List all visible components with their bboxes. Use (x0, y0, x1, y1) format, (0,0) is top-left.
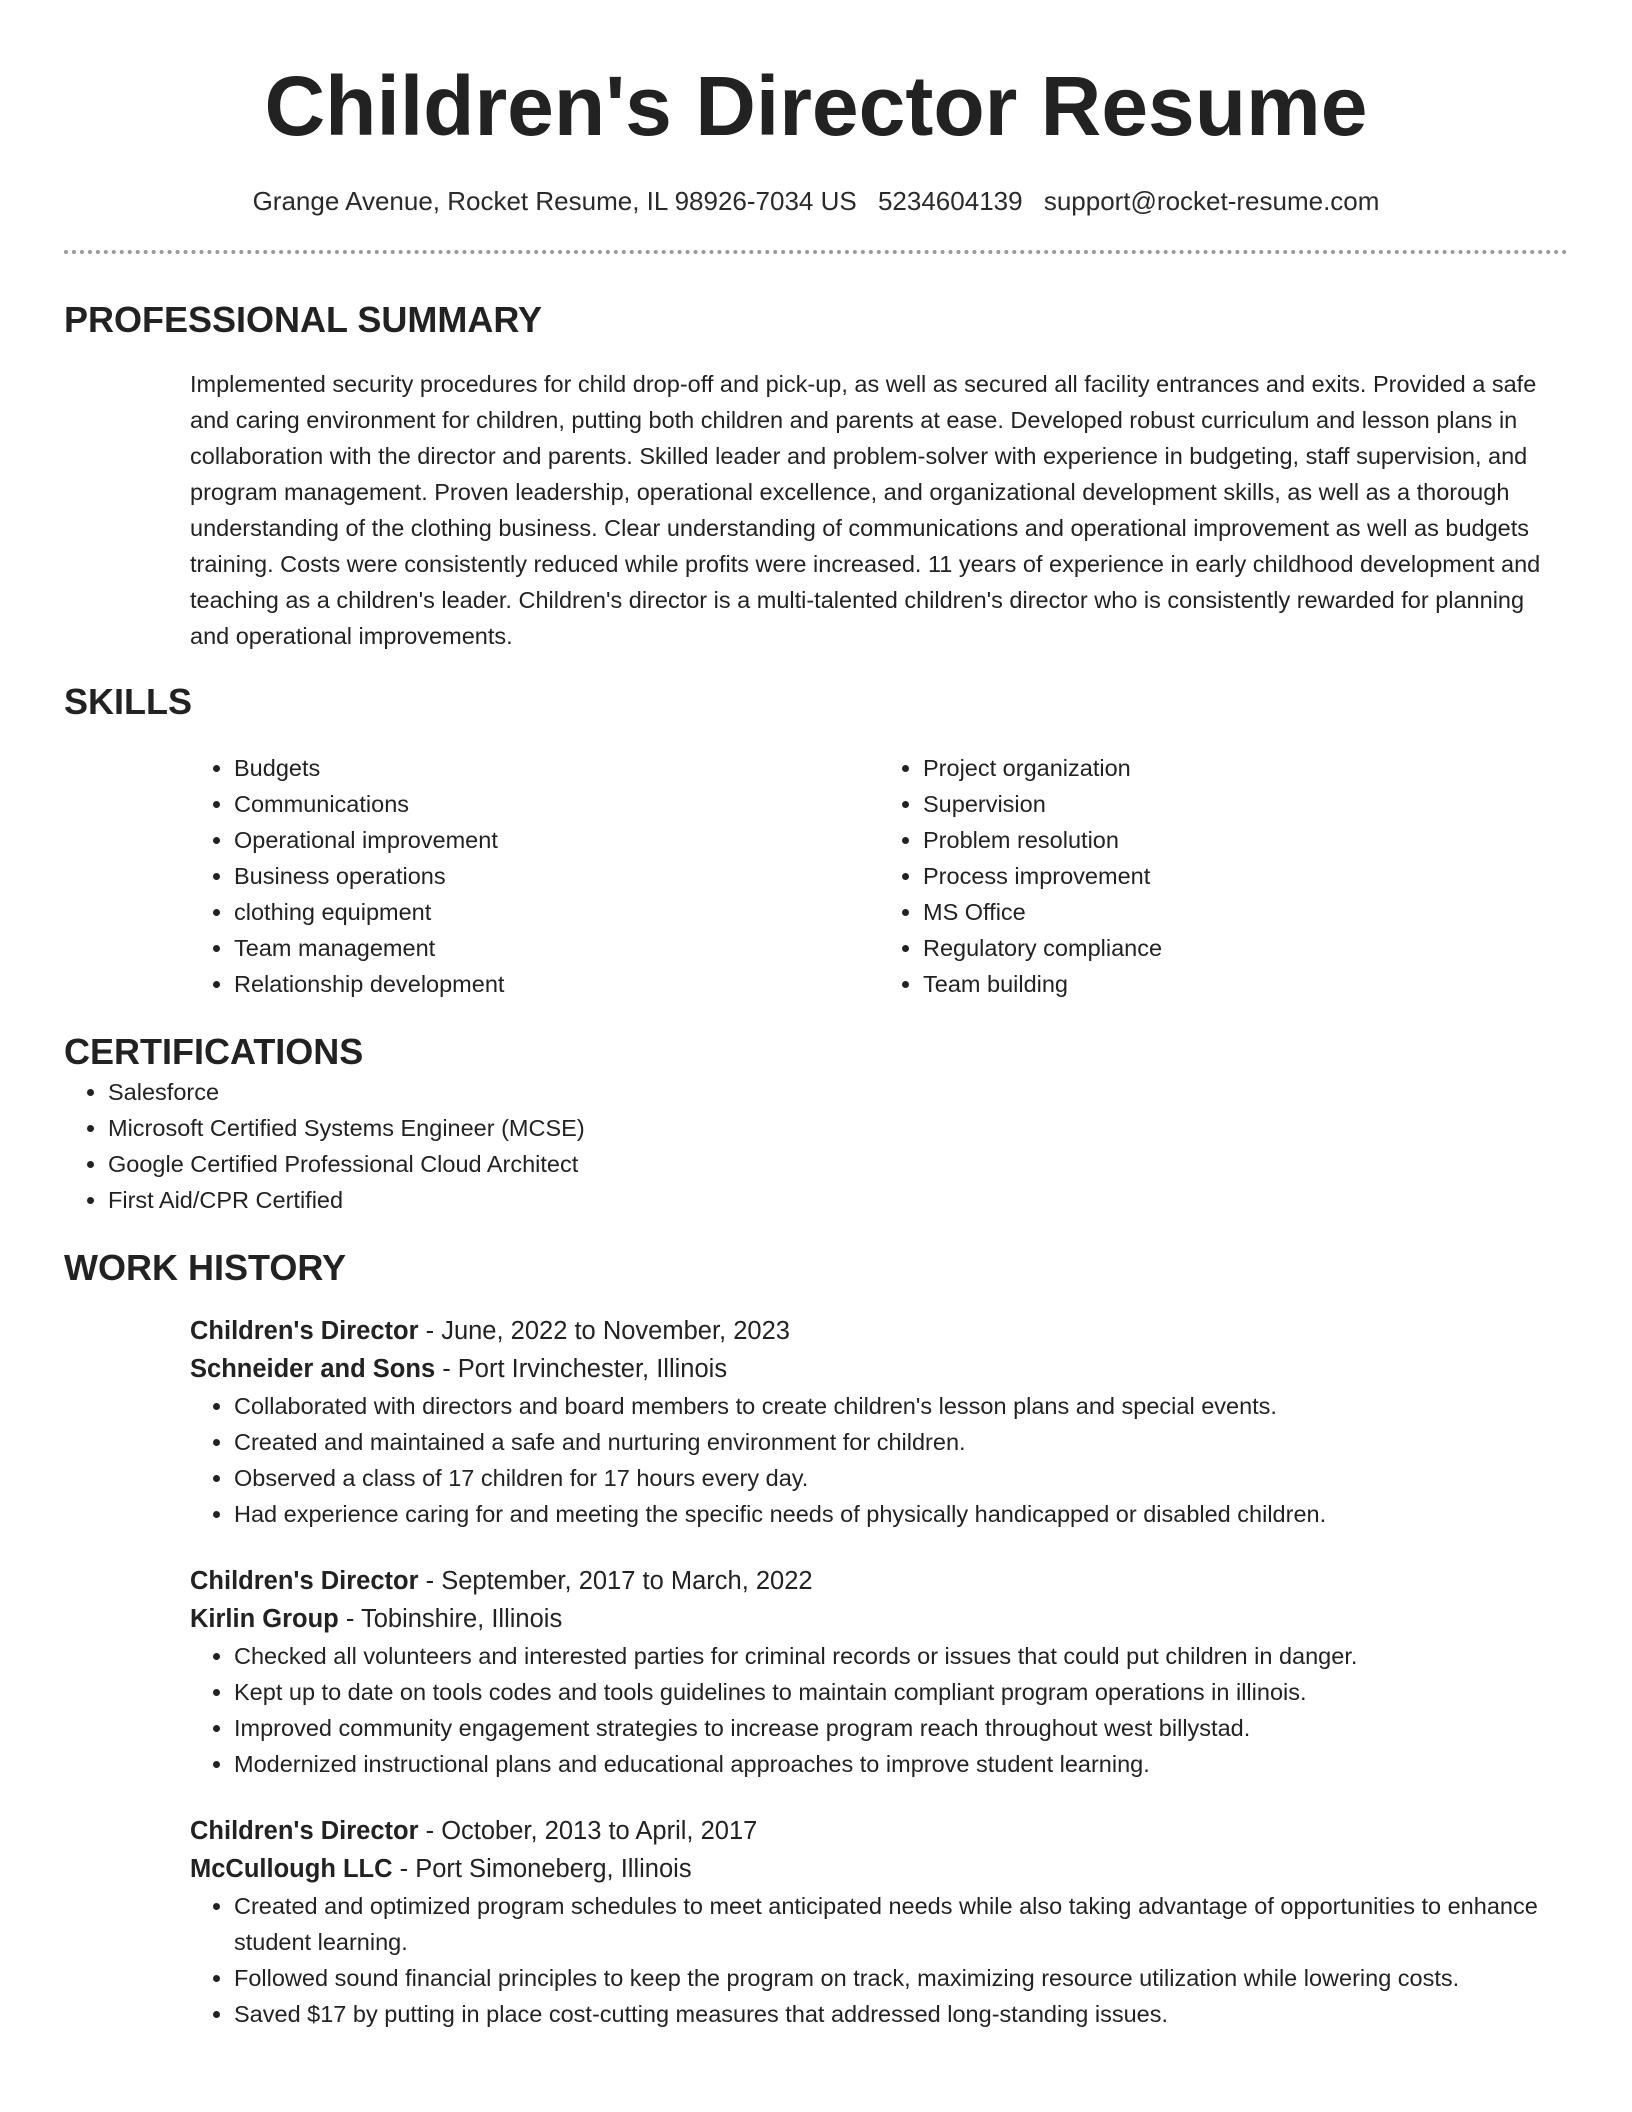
job-bullet: • Saved $17 by putting in place cost-cutting measures that addressed long-standing issues. (234, 1996, 1568, 2032)
job-title: Children's Director (190, 1317, 419, 1345)
job-company-line (190, 1600, 1568, 1638)
job-bullet: • Created and maintained a safe and nurturing environment for children. (234, 1424, 1568, 1460)
job-entry (190, 1312, 1568, 1532)
skill-item: • Relationship development (234, 966, 879, 1002)
job-entry (190, 1562, 1568, 1782)
skill-item: • MS Office (923, 894, 1568, 930)
skills-section (64, 680, 1568, 1002)
job-bullet: • Followed sound financial principles to keep the program on track, maximizing resource utilization while lowering costs. (234, 1960, 1568, 1996)
summary-section (64, 298, 1568, 654)
certification-item: • Salesforce (108, 1074, 1568, 1110)
job-dates: - September, 2017 to March, 2022 (418, 1567, 813, 1595)
skill-item: • Team building (923, 966, 1568, 1002)
job-company-line (190, 1350, 1568, 1388)
job-bullet: • Checked all volunteers and interested parties for criminal records or issues that could put children in danger. (234, 1638, 1568, 1674)
job-title: Children's Director (190, 1817, 419, 1845)
job-title-line (190, 1562, 1568, 1600)
contact-address: Grange Avenue, Rocket Resume, IL 98926-7034 US (252, 186, 857, 216)
contact-line (64, 184, 1568, 218)
job-title-line (190, 1812, 1568, 1850)
skill-item: • clothing equipment (234, 894, 879, 930)
work-history-section (64, 1246, 1568, 2032)
job-dates: - June, 2022 to November, 2023 (418, 1317, 790, 1345)
header-divider (64, 250, 1568, 254)
skill-item: • Problem resolution (923, 822, 1568, 858)
job-title-line (190, 1312, 1568, 1350)
job-bullet: • Improved community engagement strategies to increase program reach throughout west billystad. (234, 1710, 1568, 1746)
certification-item: • Google Certified Professional Cloud Architect (108, 1146, 1568, 1182)
skill-item: • Process improvement (923, 858, 1568, 894)
certification-item: • First Aid/CPR Certified (108, 1182, 1568, 1218)
summary-heading: PROFESSIONAL SUMMARY (64, 299, 543, 340)
certification-item: • Microsoft Certified Systems Engineer (MCSE) (108, 1110, 1568, 1146)
job-bullet: • Observed a class of 17 children for 17 hours every day. (234, 1460, 1568, 1496)
certifications-section (64, 1030, 1568, 1218)
skills-list-right (879, 750, 1568, 1002)
job-company-line (190, 1850, 1568, 1888)
skill-item: • Business operations (234, 858, 879, 894)
job-entry (190, 1812, 1568, 2032)
certifications-heading: CERTIFICATIONS (64, 1031, 364, 1072)
skill-item: • Team management (234, 930, 879, 966)
job-title: Children's Director (190, 1567, 419, 1595)
contact-email: support@rocket-resume.com (1043, 186, 1380, 216)
skills-columns (190, 750, 1568, 1002)
job-bullet-list (190, 1638, 1568, 1782)
job-bullet: • Created and optimized program schedules to meet anticipated needs while also taking advantage of opportunities to enhance student learning. (234, 1888, 1568, 1960)
skill-item: • Project organization (923, 750, 1568, 786)
job-location: - Tobinshire, Illinois (338, 1605, 563, 1633)
job-company: Kirlin Group (190, 1605, 339, 1633)
job-bullet-list (190, 1888, 1568, 2032)
job-bullet-list (190, 1388, 1568, 1532)
summary-text: Implemented security procedures for child drop-off and pick-up, as well as secured all facility entrances and exits. Provided a safe and caring environment for children, putting both children and parents at ease. Developed robust curriculum and lesson plans in collaboration with the director and parents. Skilled leader and problem-solver with experience in budgeting, staff supervision, and program management. Proven leadership, operational excellence, and organizational development skills, as well as a thorough understanding of the clothing business. Clear understanding of communications and operational improvement as well as budgets training. Costs were consistently reduced while profits were increased. 11 years of experience in early childhood development and teaching as a children's leader. Children's director is a multi-talented children's director who is consistently rewarded for planning and operational improvements. (190, 371, 1541, 649)
work-history-heading: WORK HISTORY (64, 1247, 347, 1288)
skills-heading: SKILLS (64, 681, 193, 722)
skill-item: • Supervision (923, 786, 1568, 822)
skill-item: • Regulatory compliance (923, 930, 1568, 966)
certifications-list (64, 1074, 1568, 1218)
job-bullet: • Had experience caring for and meeting the specific needs of physically handicapped or disabled children. (234, 1496, 1568, 1532)
skill-item: • Communications (234, 786, 879, 822)
job-bullet: • Modernized instructional plans and educational approaches to improve student learning. (234, 1746, 1568, 1782)
job-company: Schneider and Sons (190, 1355, 436, 1383)
skill-item: • Budgets (234, 750, 879, 786)
resume-title: Children's Director Resume (264, 59, 1368, 153)
skill-item: • Operational improvement (234, 822, 879, 858)
job-company: McCullough LLC (190, 1855, 393, 1883)
skills-list-left (190, 750, 879, 1002)
contact-phone: 5234604139 (877, 186, 1023, 216)
job-bullet: • Kept up to date on tools codes and tools guidelines to maintain compliant program operations in illinois. (234, 1674, 1568, 1710)
job-location: - Port Simoneberg, Illinois (392, 1855, 692, 1883)
job-location: - Port Irvinchester, Illinois (435, 1355, 728, 1383)
job-bullet: • Collaborated with directors and board members to create children's lesson plans and special events. (234, 1388, 1568, 1424)
job-dates: - October, 2013 to April, 2017 (418, 1817, 758, 1845)
